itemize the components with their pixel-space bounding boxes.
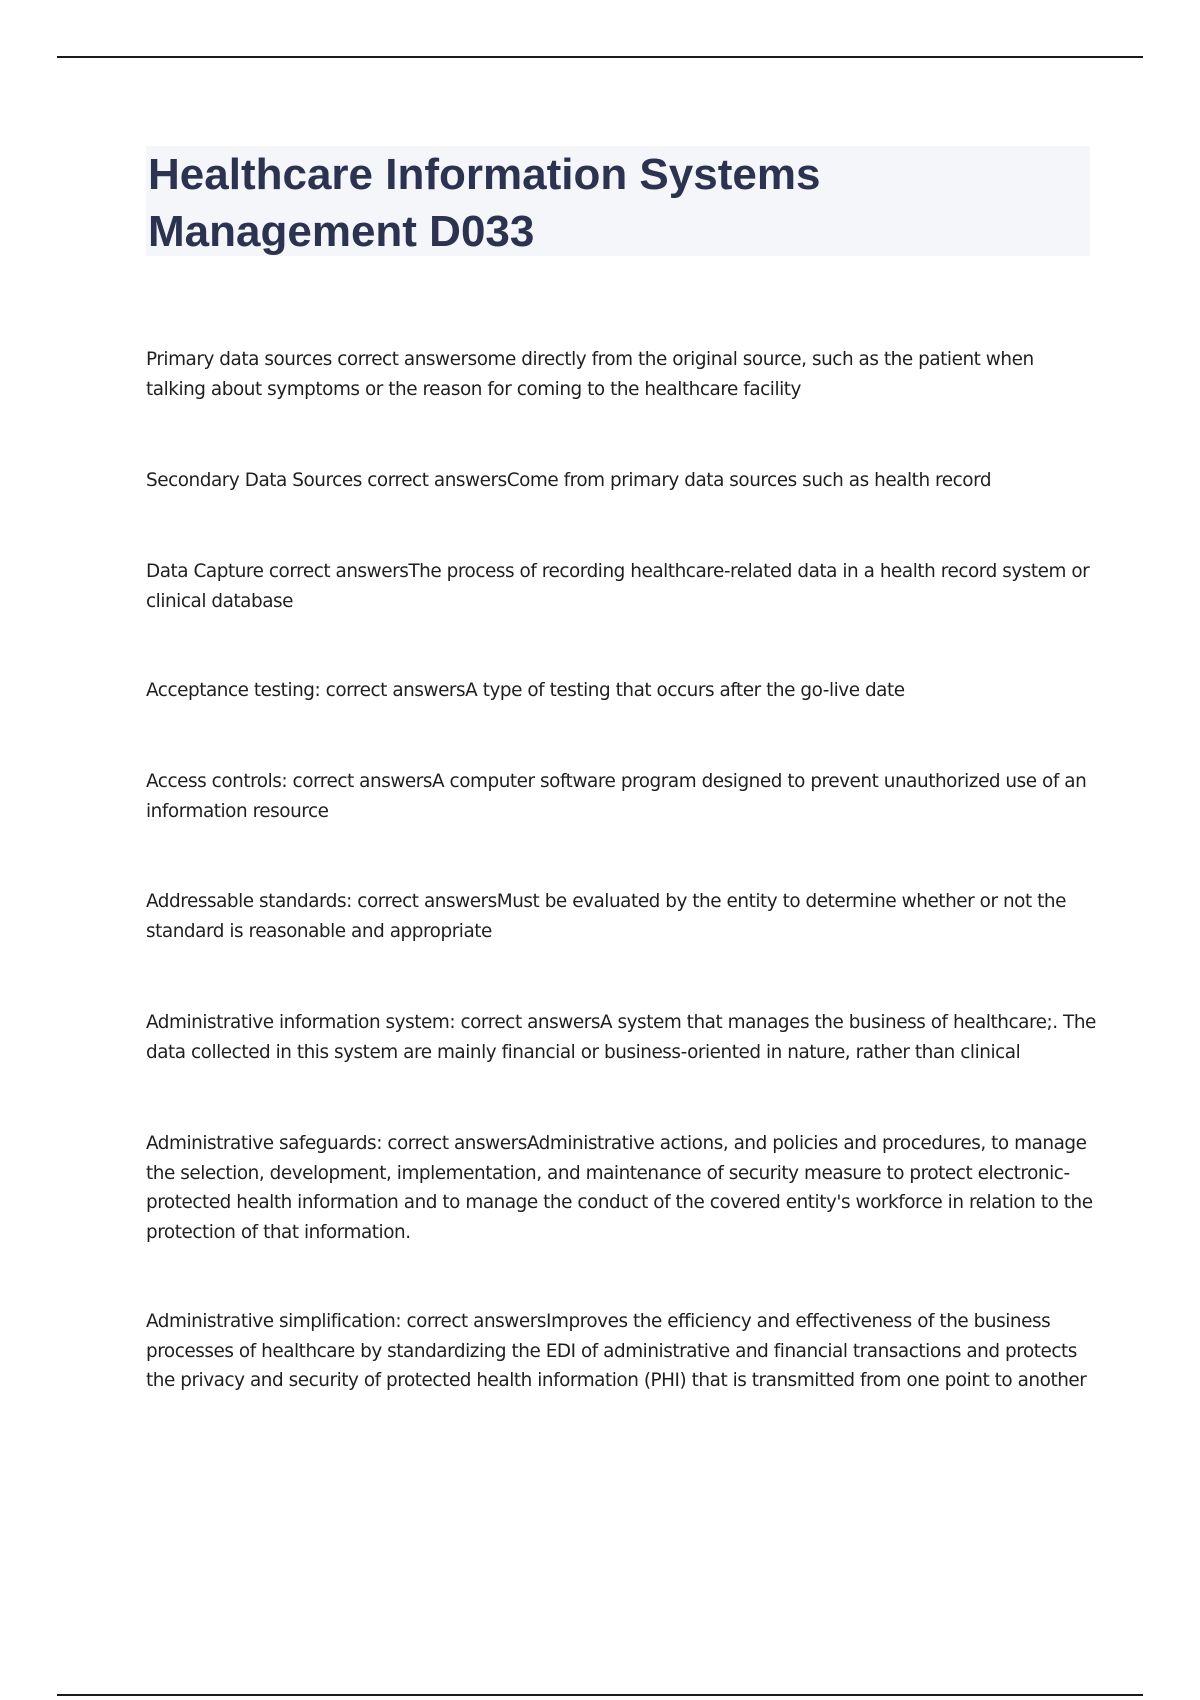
entry-access-controls [146,767,1096,826]
entry-acceptance-testing [146,676,1096,706]
entry-label: correct answers [331,349,477,370]
entry-label: correct answers [381,1133,527,1154]
entry-administrative-information-system [146,1008,1096,1067]
entry-term: Primary data sources [146,349,332,370]
entry-secondary-data-sources [146,466,1096,496]
entry-definition: The process of recording healthcare-related data in a health record system or clinical database [146,561,1090,612]
entry-definition: Come from primary data sources such as health record [506,470,992,491]
entry-label: correct answers [455,1012,600,1033]
entry-label: correct answers [401,1311,546,1332]
entry-label: correct answers [361,470,507,491]
entry-term: Administrative simplification: [146,1311,402,1332]
entry-definition: A system that manages the business of healthcare;. The data collected in this system are mainly financial or business-oriented in nature, rather than clinical [146,1012,1096,1063]
entry-label: correct answers [263,561,409,582]
entry-definition: ome directly from the original source, such as the patient when talking about symptoms or the reason for coming to the healthcare facility [146,349,1034,400]
document-title: Healthcare Information Systems Management D033 [148,150,821,256]
entry-definition: A type of testing that occurs after the go-live date [465,680,905,701]
entry-term: Access controls: [146,771,288,792]
entry-term: Data Capture [146,561,264,582]
entry-administrative-safeguards [146,1129,1096,1247]
entry-definition: Improves the efficiency and effectiveness of the business processes of healthcare by standardizing the EDI of administrative and financial transactions and protects the privacy and security of protected health information (PHI) that is transmitted from one point to another [146,1311,1087,1391]
entry-label: correct answers [287,771,433,792]
entry-administrative-simplification [146,1307,1096,1396]
entry-term: Administrative safeguards: [146,1133,382,1154]
entry-addressable-standards [146,887,1096,946]
page-bottom-rule [57,1694,1143,1696]
entry-definition: Must be evaluated by the entity to determine whether or not the standard is reasonable and appropriate [146,891,1066,942]
entry-term: Administrative information system: [146,1012,456,1033]
entry-label: correct answers [351,891,497,912]
entry-label: correct answers [320,680,466,701]
entry-data-capture [146,557,1096,616]
entry-term: Acceptance testing: [146,680,321,701]
entry-definition: Administrative actions, and policies and procedures, to manage the selection, development, implementation, and maintenance of security measure to protect electronic-protected health information and to manage the conduct of the covered entity's workforce in relation to the protection of that information. [146,1133,1093,1243]
page-top-rule [57,56,1143,58]
entry-primary-data-sources [146,345,1096,404]
entry-term: Secondary Data Sources [146,470,362,491]
entry-term: Addressable standards: [146,891,352,912]
entry-definition: A computer software program designed to prevent unauthorized use of an information resource [146,771,1087,822]
title-banner [146,146,1090,256]
